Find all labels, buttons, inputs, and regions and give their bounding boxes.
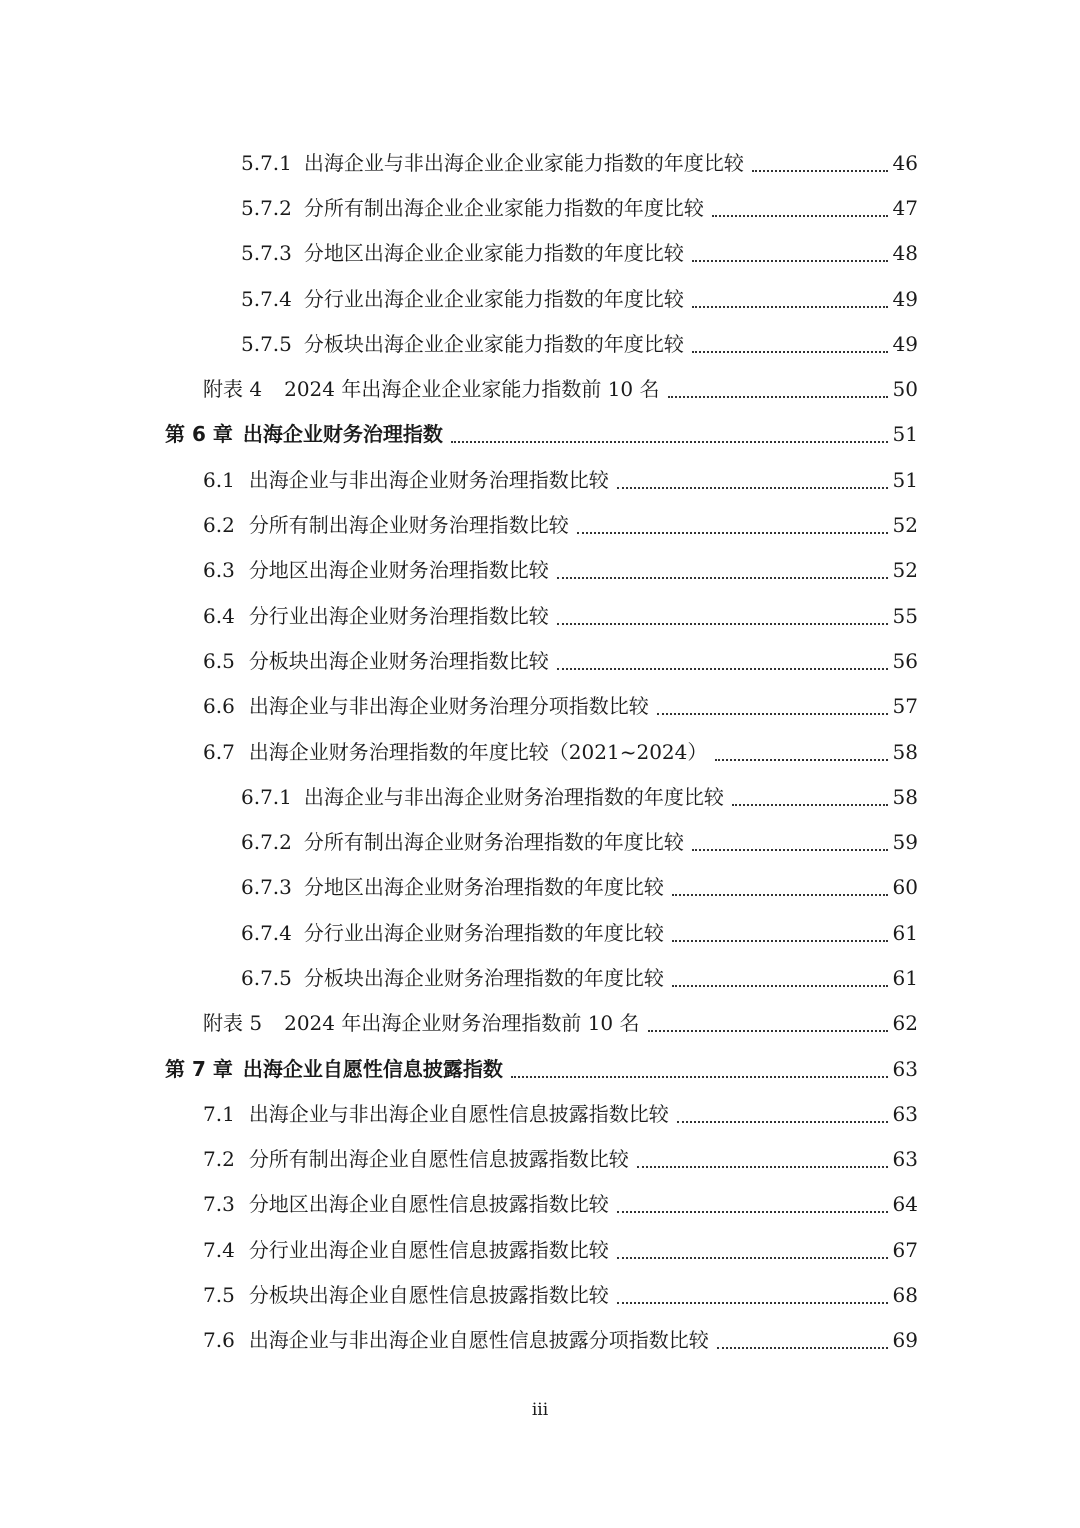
toc-entry-number: 7.1 (203, 1101, 235, 1126)
toc-entry-title: 分板块出海企业财务治理指数比较 (248, 648, 549, 673)
toc-leader-dots (557, 648, 888, 670)
toc-entry-number: 6.5 (203, 648, 235, 673)
toc-entry-page: 50 (892, 377, 918, 402)
toc-entry[interactable] (0, 185, 1080, 230)
toc-entry-number: 5.7.1 (241, 150, 292, 175)
toc-entry[interactable] (0, 231, 1080, 276)
toc-entry-page: 63 (892, 1101, 918, 1126)
toc-leader-dots (617, 1191, 888, 1213)
toc-appendix-entry[interactable] (0, 1001, 1080, 1046)
toc-entry[interactable] (0, 910, 1080, 955)
toc-entry-title: 分板块出海企业企业家能力指数的年度比较 (303, 331, 684, 356)
toc-entry-page: 64 (892, 1192, 918, 1217)
toc-appendix-entry[interactable] (0, 366, 1080, 411)
toc-entry-title: 出海企业财务治理指数的年度比较（2021~2024） (248, 739, 708, 764)
toc-entry[interactable] (0, 819, 1080, 864)
toc-entry-title: 分地区出海企业财务治理指数比较 (248, 558, 549, 583)
toc-entry-page: 67 (892, 1237, 918, 1262)
toc-leader-dots (657, 693, 888, 715)
toc-leader-dots (672, 965, 888, 987)
toc-entry[interactable] (0, 729, 1080, 774)
toc-entry-page: 56 (892, 648, 918, 673)
toc-leader-dots (617, 1237, 888, 1259)
toc-entry-title: 2024 年出海企业财务治理指数前 10 名 (284, 1011, 640, 1036)
toc-entry-page: 46 (892, 150, 918, 175)
toc-entry[interactable] (0, 1091, 1080, 1136)
toc-leader-dots (617, 467, 888, 489)
toc-entry-number: 6.7.2 (241, 830, 292, 855)
toc-leader-dots (712, 195, 888, 217)
toc-entry-number: 6.3 (203, 558, 235, 583)
toc-leader-dots (557, 603, 888, 625)
toc-entry-number: 7.6 (203, 1328, 235, 1353)
toc-entry-title: 分行业出海企业财务治理指数的年度比较 (303, 920, 664, 945)
toc-entry-title: 出海企业与非出海企业自愿性信息披露指数比较 (248, 1101, 669, 1126)
toc-entry-title: 分所有制出海企业自愿性信息披露指数比较 (248, 1147, 629, 1172)
toc-entry[interactable] (0, 593, 1080, 638)
toc-entry[interactable] (0, 684, 1080, 729)
toc-entry-page: 55 (892, 603, 918, 628)
toc-entry[interactable] (0, 865, 1080, 910)
toc-entry-page: 49 (892, 286, 918, 311)
toc-leader-dots (692, 240, 888, 262)
toc-leader-dots (717, 1327, 888, 1349)
toc-entry-page: 51 (892, 467, 918, 492)
toc-entry[interactable] (0, 1137, 1080, 1182)
toc-entry-number: 5.7.3 (241, 241, 292, 266)
toc-entry[interactable] (0, 774, 1080, 819)
toc-entry-number: 5.7.2 (241, 195, 292, 220)
toc-entry-page: 61 (892, 965, 918, 990)
toc-leader-dots (692, 286, 888, 308)
toc-entry-page: 61 (892, 920, 918, 945)
toc-entry[interactable] (0, 457, 1080, 502)
toc-leader-dots (692, 829, 888, 851)
toc-entry-title: 分板块出海企业自愿性信息披露指数比较 (248, 1283, 609, 1308)
toc-entry-title: 出海企业与非出海企业财务治理分项指数比较 (248, 694, 649, 719)
toc-entry-number: 7.5 (203, 1283, 235, 1308)
toc-leader-dots (672, 920, 888, 942)
toc-entry-title: 2024 年出海企业企业家能力指数前 10 名 (284, 377, 660, 402)
toc-entry[interactable] (0, 276, 1080, 321)
toc-chapter-entry[interactable] (0, 1046, 1080, 1091)
toc-chapter-number: 第 7 章 (165, 1056, 233, 1081)
toc-leader-dots (677, 1101, 888, 1123)
toc-entry-title: 分所有制出海企业财务治理指数比较 (248, 513, 569, 538)
toc-entry-number: 7.2 (203, 1147, 235, 1172)
toc-chapter-entry[interactable] (0, 412, 1080, 457)
toc-entry[interactable] (0, 140, 1080, 185)
toc-leader-dots (672, 874, 888, 896)
toc-entry[interactable] (0, 1318, 1080, 1363)
toc-chapter-title: 出海企业财务治理指数 (242, 422, 443, 447)
toc-leader-dots (692, 331, 888, 353)
toc-chapter-number: 第 6 章 (165, 422, 233, 447)
toc-entry-title: 分所有制出海企业财务治理指数的年度比较 (303, 830, 684, 855)
toc-entry-number: 6.7.4 (241, 920, 292, 945)
toc-entry[interactable] (0, 1182, 1080, 1227)
toc-entry-number: 6.2 (203, 513, 235, 538)
toc-leader-dots (557, 557, 888, 579)
toc-entry-title: 出海企业与非出海企业自愿性信息披露分项指数比较 (248, 1328, 709, 1353)
toc-entry-number: 5.7.4 (241, 286, 292, 311)
toc-entry[interactable] (0, 638, 1080, 683)
toc-entry-page: 68 (892, 1283, 918, 1308)
toc-entry-title: 分板块出海企业财务治理指数的年度比较 (303, 965, 664, 990)
toc-entry-title: 出海企业与非出海企业财务治理指数比较 (248, 467, 609, 492)
toc-entry-number: 6.4 (203, 603, 235, 628)
toc-leader-dots (451, 421, 888, 443)
page-number-footer: iii (531, 1400, 549, 1420)
toc-entry-page: 58 (892, 739, 918, 764)
toc-leader-dots (668, 376, 888, 398)
toc-entry[interactable] (0, 1272, 1080, 1317)
toc-entry-number: 附表 5 (203, 1011, 263, 1036)
toc-leader-dots (752, 150, 888, 172)
toc-entry[interactable] (0, 548, 1080, 593)
toc-entry-title: 分地区出海企业财务治理指数的年度比较 (303, 875, 664, 900)
toc-leader-dots (648, 1010, 888, 1032)
toc-entry-page: 52 (892, 513, 918, 538)
toc-entry-title: 分地区出海企业自愿性信息披露指数比较 (248, 1192, 609, 1217)
toc-entry-number: 7.3 (203, 1192, 235, 1217)
toc-entry-number: 7.4 (203, 1237, 235, 1262)
toc-entry-title: 分行业出海企业企业家能力指数的年度比较 (303, 286, 684, 311)
toc-entry-number: 5.7.5 (241, 331, 292, 356)
toc-entry-title: 出海企业与非出海企业企业家能力指数的年度比较 (303, 150, 744, 175)
toc-leader-dots (637, 1146, 888, 1168)
table-of-contents (0, 140, 1080, 1363)
toc-entry-page: 48 (892, 241, 918, 266)
toc-entry-page: 49 (892, 331, 918, 356)
toc-entry-page: 60 (892, 875, 918, 900)
toc-entry-title: 分地区出海企业企业家能力指数的年度比较 (303, 241, 684, 266)
toc-entry-title: 分行业出海企业自愿性信息披露指数比较 (248, 1237, 609, 1262)
toc-entry-page: 59 (892, 830, 918, 855)
toc-entry-page: 58 (892, 784, 918, 809)
toc-leader-dots (617, 1282, 888, 1304)
toc-leader-dots (732, 784, 888, 806)
toc-entry-page: 62 (892, 1011, 918, 1036)
toc-entry-number: 6.1 (203, 467, 235, 492)
toc-entry[interactable] (0, 1227, 1080, 1272)
toc-entry-number: 6.7 (203, 739, 235, 764)
toc-entry[interactable] (0, 955, 1080, 1000)
toc-entry-number: 6.6 (203, 694, 235, 719)
toc-entry-page: 57 (892, 694, 918, 719)
toc-leader-dots (511, 1056, 888, 1078)
toc-entry-page: 52 (892, 558, 918, 583)
toc-leader-dots (577, 512, 888, 534)
toc-entry-page: 69 (892, 1328, 918, 1353)
toc-entry-page: 63 (892, 1056, 918, 1081)
toc-entry-title: 分行业出海企业财务治理指数比较 (248, 603, 549, 628)
toc-entry[interactable] (0, 321, 1080, 366)
toc-entry-number: 6.7.5 (241, 965, 292, 990)
toc-entry-title: 分所有制出海企业企业家能力指数的年度比较 (303, 195, 704, 220)
toc-leader-dots (715, 739, 888, 761)
toc-entry-number: 附表 4 (203, 377, 263, 402)
toc-entry[interactable] (0, 502, 1080, 547)
toc-entry-number: 6.7.1 (241, 784, 292, 809)
toc-entry-number: 6.7.3 (241, 875, 292, 900)
toc-chapter-title: 出海企业自愿性信息披露指数 (242, 1056, 503, 1081)
toc-entry-page: 47 (892, 195, 918, 220)
toc-entry-page: 63 (892, 1147, 918, 1172)
toc-entry-title: 出海企业与非出海企业财务治理指数的年度比较 (303, 784, 724, 809)
toc-entry-page: 51 (892, 422, 918, 447)
